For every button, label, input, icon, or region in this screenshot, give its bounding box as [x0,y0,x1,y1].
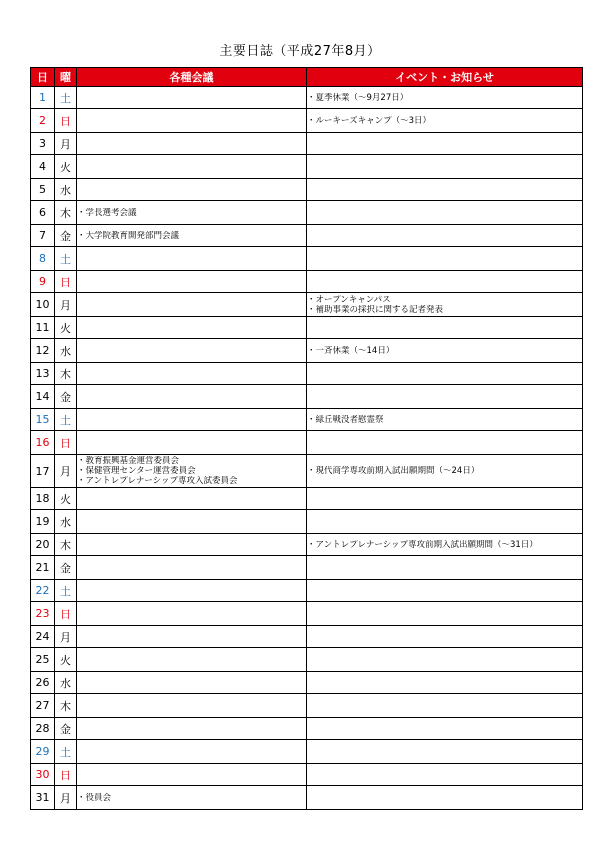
meetings-cell [77,293,307,317]
event-item: ・緑丘戦没者慰霊祭 [307,414,384,425]
weekday-cell: 土 [55,87,77,109]
events-cell [307,339,583,363]
day-cell: 19 [31,510,55,534]
meetings-cell [77,740,307,764]
meetings-cell [77,580,307,602]
day-cell: 24 [31,626,55,648]
table-row [31,672,583,694]
day-cell: 6 [31,201,55,225]
meetings-cell [77,133,307,155]
table-row [31,87,583,109]
events-cell [307,133,583,155]
table-row [31,764,583,786]
events-cell [307,626,583,648]
table-row [31,602,583,626]
events-cell [307,740,583,764]
events-cell [307,786,583,810]
table-row [31,109,583,133]
events-cell [307,363,583,385]
events-cell [307,155,583,179]
events-cell [307,764,583,786]
weekday-cell: 金 [55,225,77,247]
meetings-cell [77,339,307,363]
table-row [31,363,583,385]
day-cell: 16 [31,431,55,455]
weekday-cell: 火 [55,155,77,179]
event-item: ・アントレプレナーシップ専攻前期入試出願期間（～31日） [307,539,538,550]
day-cell: 14 [31,385,55,409]
day-cell: 17 [31,455,55,488]
day-cell: 30 [31,764,55,786]
meetings-cell [77,317,307,339]
weekday-cell: 火 [55,488,77,510]
day-cell: 10 [31,293,55,317]
day-cell: 18 [31,488,55,510]
event-item: ・現代商学専攻前期入試出願期間（～24日） [307,466,480,476]
day-cell: 7 [31,225,55,247]
table-row [31,271,583,293]
events-cell [307,247,583,271]
weekday-cell: 木 [55,201,77,225]
weekday-cell: 水 [55,672,77,694]
weekday-cell: 月 [55,293,77,317]
day-cell: 23 [31,602,55,626]
diary-body [31,87,583,810]
day-cell: 29 [31,740,55,764]
weekday-cell: 日 [55,764,77,786]
table-row [31,626,583,648]
weekday-cell: 土 [55,247,77,271]
events-cell [307,534,583,556]
day-cell: 25 [31,648,55,672]
weekday-cell: 火 [55,648,77,672]
events-cell [307,385,583,409]
meeting-item: ・アントレプレナーシップ専攻入試委員会 [77,476,238,486]
events-cell [307,293,583,317]
meetings-cell [77,786,307,810]
meetings-cell [77,764,307,786]
table-row [31,648,583,672]
day-cell: 11 [31,317,55,339]
events-cell [307,718,583,740]
day-cell: 3 [31,133,55,155]
events-cell [307,317,583,339]
meetings-cell [77,431,307,455]
weekday-cell: 水 [55,179,77,201]
day-cell: 15 [31,409,55,431]
weekday-cell: 金 [55,718,77,740]
header-dow: 曜 [55,68,77,87]
table-row [31,580,583,602]
weekday-cell: 月 [55,455,77,488]
day-cell: 28 [31,718,55,740]
meetings-cell [77,155,307,179]
meeting-item: ・大学院教育開発部門会議 [77,230,180,241]
weekday-cell: 日 [55,602,77,626]
events-cell [307,225,583,247]
event-item: ・ルーキーズキャンプ（～3日） [307,115,431,126]
day-cell: 13 [31,363,55,385]
events-cell [307,556,583,580]
event-item: ・一斉休業（～14日） [307,345,395,356]
meeting-item: ・保健管理センター運営委員会 [77,466,196,476]
weekday-cell: 土 [55,740,77,764]
meeting-item: ・学長選考会議 [77,207,137,218]
events-cell [307,602,583,626]
weekday-cell: 金 [55,556,77,580]
meetings-cell [77,385,307,409]
table-row [31,534,583,556]
weekday-cell: 水 [55,339,77,363]
day-cell: 9 [31,271,55,293]
event-item: ・夏季休業（～9月27日） [307,92,409,103]
weekday-cell: 月 [55,626,77,648]
table-row [31,694,583,718]
meetings-cell [77,109,307,133]
table-row [31,431,583,455]
table-row [31,133,583,155]
day-cell: 31 [31,786,55,810]
meetings-cell [77,694,307,718]
weekday-cell: 月 [55,786,77,810]
event-item: ・オープンキャンパス [307,294,391,305]
table-row [31,247,583,271]
day-cell: 21 [31,556,55,580]
table-row [31,225,583,247]
events-cell [307,648,583,672]
day-cell: 20 [31,534,55,556]
events-cell [307,179,583,201]
events-cell [307,201,583,225]
meetings-cell [77,225,307,247]
table-row [31,155,583,179]
table-row [31,339,583,363]
table-row [31,786,583,810]
diary-table [30,67,583,810]
events-cell [307,431,583,455]
events-cell [307,271,583,293]
events-cell [307,488,583,510]
weekday-cell: 金 [55,385,77,409]
weekday-cell: 木 [55,363,77,385]
weekday-cell: 木 [55,694,77,718]
table-row [31,179,583,201]
weekday-cell: 水 [55,510,77,534]
weekday-cell: 火 [55,317,77,339]
weekday-cell: 木 [55,534,77,556]
events-cell [307,672,583,694]
day-cell: 8 [31,247,55,271]
meetings-cell [77,488,307,510]
meetings-cell [77,602,307,626]
events-cell [307,109,583,133]
meetings-cell [77,363,307,385]
day-cell: 22 [31,580,55,602]
table-row [31,718,583,740]
events-cell [307,580,583,602]
meetings-cell [77,556,307,580]
events-cell [307,694,583,718]
meetings-cell [77,534,307,556]
table-row [31,510,583,534]
event-item: ・補助事業の採択に関する記者発表 [307,304,444,315]
meeting-item: ・役員会 [77,792,112,803]
day-cell: 12 [31,339,55,363]
meetings-cell [77,510,307,534]
table-row [31,201,583,225]
weekday-cell: 日 [55,109,77,133]
meetings-cell [77,179,307,201]
day-cell: 1 [31,87,55,109]
meetings-cell [77,409,307,431]
day-cell: 5 [31,179,55,201]
events-cell [307,409,583,431]
table-row [31,409,583,431]
meetings-cell [77,455,307,488]
table-row [31,740,583,764]
weekday-cell: 日 [55,431,77,455]
weekday-cell: 日 [55,271,77,293]
day-cell: 4 [31,155,55,179]
day-cell: 26 [31,672,55,694]
table-row [31,455,583,488]
header-events: イベント・お知らせ [307,68,583,87]
header-meetings: 各種会議 [77,68,307,87]
meetings-cell [77,87,307,109]
weekday-cell: 月 [55,133,77,155]
meetings-cell [77,648,307,672]
meetings-cell [77,201,307,225]
meetings-cell [77,718,307,740]
day-cell: 27 [31,694,55,718]
events-cell [307,87,583,109]
meetings-cell [77,626,307,648]
table-row [31,488,583,510]
meetings-cell [77,672,307,694]
table-row [31,317,583,339]
events-cell [307,455,583,488]
weekday-cell: 土 [55,409,77,431]
page-title: 主要日誌（平成27年8月） [219,44,381,59]
weekday-cell: 土 [55,580,77,602]
table-row [31,385,583,409]
meetings-cell [77,247,307,271]
events-cell [307,510,583,534]
table-row [31,556,583,580]
table-row [31,293,583,317]
header-row [31,68,583,87]
day-cell: 2 [31,109,55,133]
meetings-cell [77,271,307,293]
meeting-item: ・教育振興基金運営委員会 [77,456,180,466]
header-day: 日 [31,68,55,87]
